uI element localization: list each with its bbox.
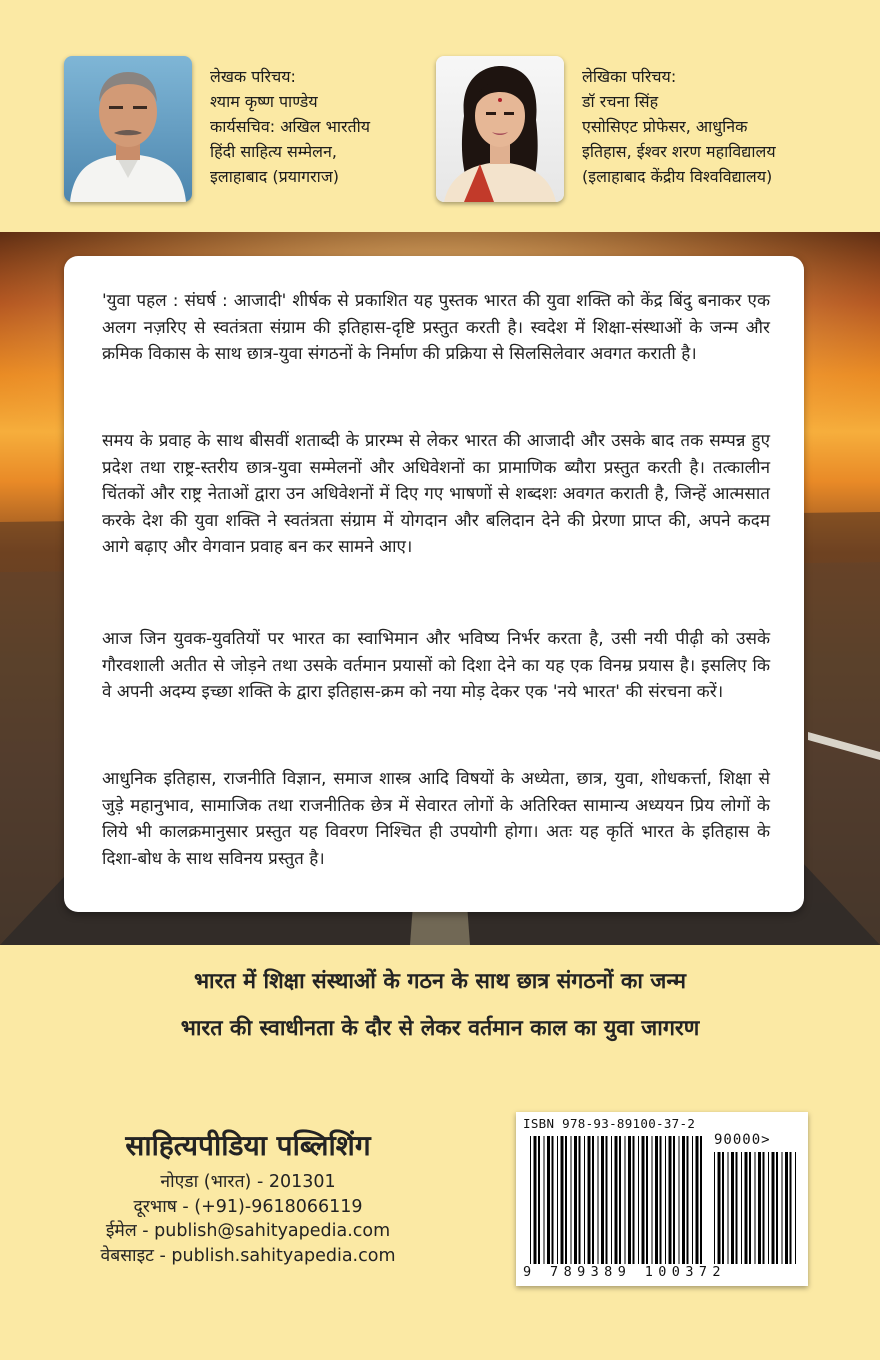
- barcode-bar: [638, 1136, 639, 1264]
- barcode-bars: [516, 1112, 808, 1286]
- barcode-bar: [606, 1136, 608, 1264]
- barcode-bar: [633, 1136, 635, 1264]
- barcode-bar: [741, 1152, 742, 1264]
- barcode-bar: [538, 1136, 540, 1264]
- author-heading: लेखक परिचय:: [210, 67, 296, 86]
- barcode-bar: [579, 1136, 581, 1264]
- barcode-bar: [665, 1136, 666, 1264]
- price-code: 90000>: [714, 1132, 771, 1148]
- barcode-bar: [790, 1152, 792, 1264]
- barcode-bar: [673, 1136, 675, 1264]
- publisher-address: नोएडा (भारत) - 201301: [160, 1172, 336, 1192]
- isbn-label: ISBN 978-93-89100-37-2: [523, 1116, 696, 1131]
- barcode-bar: [619, 1136, 621, 1264]
- barcode-bar: [584, 1136, 585, 1264]
- blurb-paragraph: आज जिन युवक-युवतियों पर भारत का स्वाभिमान और भविष्य निर्भर करता है, उसी नयी पीढ़ी को उसके गौरवशाली अतीत से जोड़ने तथा उसके वर्तमान प्रयासों को दिशा देने का यह एक विनम्र प्रयास है। इसलिए कि वे अपनी अदम्य इच्छा शक्ति के द्वारा इतिहास-क्रम को नया मोड़ देकर एक 'नये भारत' की संरचना करें।: [102, 629, 770, 703]
- author-role-line: हिंदी साहित्य सम्मेलन,: [210, 142, 337, 161]
- barcode-bar: [795, 1152, 796, 1264]
- coauthor-name: डॉ रचना सिंह: [582, 92, 659, 111]
- barcode-bar: [768, 1152, 769, 1264]
- barcode-bar: [588, 1136, 591, 1264]
- barcode-bar: [544, 1136, 545, 1264]
- publisher-name: साहित्यपीडिया पब्लिशिंग: [125, 1129, 371, 1162]
- barcode-bar: [772, 1152, 775, 1264]
- barcode-bar: [763, 1152, 765, 1264]
- barcode-bar: [776, 1152, 778, 1264]
- author-name: श्याम कृष्ण पाण्डेय: [210, 92, 318, 111]
- barcode-bar: [714, 1152, 715, 1264]
- barcode-bar: [652, 1136, 653, 1264]
- coauthor-heading: लेखिका परिचय:: [582, 67, 677, 86]
- barcode-bar: [530, 1136, 531, 1264]
- barcode-bar: [755, 1152, 756, 1264]
- barcode-bar: [687, 1136, 689, 1264]
- blurb-panel: [64, 256, 804, 912]
- barcode-bar: [745, 1152, 748, 1264]
- barcode-bar: [534, 1136, 537, 1264]
- coauthor-role-line: एसोसिएट प्रोफेसर, आधुनिक: [582, 117, 748, 136]
- barcode-bar: [646, 1136, 648, 1264]
- publisher-contact: [70, 1170, 426, 1268]
- barcode-bar: [682, 1136, 685, 1264]
- barcode-bar: [692, 1136, 693, 1264]
- barcode-bar: [571, 1136, 572, 1264]
- barcode-digits: 9 789389 100372: [523, 1264, 726, 1280]
- barcode-bar: [722, 1152, 724, 1264]
- isbn-barcode: [516, 1112, 808, 1286]
- barcode-bar: [598, 1136, 599, 1264]
- barcode-bar: [625, 1136, 626, 1264]
- barcode-bar: [557, 1136, 558, 1264]
- barcode-bar: [655, 1136, 658, 1264]
- barcode-bar: [565, 1136, 567, 1264]
- barcode-bar: [736, 1152, 738, 1264]
- blurb-paragraph: आधुनिक इतिहास, राजनीति विज्ञान, समाज शास्त्र आदि विषयों के अध्येता, छात्र, युवा, शोधकर्त्ता, शिक्षा से जुड़े महानुभाव, सामाजिक तथा राजनीतिक छेत्र में सेवारत लोगों के अतिरिक्त सामान्य अध्ययन प्रिय लोगों के लिये भी कालक्रमानुसार प्रस्तुत यह विवरण निश्चित ही उपयोगी होगा। अतः यह कृतिं भारत के इतिहास के दिशा-बोध के साथ सविनय प्रस्तुत है।: [102, 769, 770, 869]
- coauthor-portrait-image: [436, 56, 564, 202]
- barcode-bar: [615, 1136, 618, 1264]
- blurb-paragraph: 'युवा पहल : संघर्ष : आजादी' शीर्षक से प्रकाशित यह पुस्तक भारत की युवा शक्ति को केंद्र बिंदु बनाकर एक अलग नज़रिए से स्वतंत्रता संग्राम की इतिहास-दृष्टि प्रस्तुत करती है। स्वदेश में शिक्षा-संस्थाओं के जन्म और क्रमिक विकास के साथ छात्र-युवा संगठनों के निर्माण की प्रक्रिया से सिलसिलेवार अवगत कराती है।: [102, 291, 770, 365]
- coauthor-photo: [436, 56, 564, 202]
- barcode-bar: [660, 1136, 662, 1264]
- author-portrait-image: [64, 56, 192, 202]
- author-role-line: इलाहाबाद (प्रयागराज): [210, 167, 339, 186]
- author-profile: [64, 56, 424, 206]
- barcode-bar: [611, 1136, 612, 1264]
- barcode-bar: [718, 1152, 721, 1264]
- coauthor-role-line: (इलाहाबाद केंद्रीय विश्वविद्यालय): [582, 167, 773, 186]
- barcode-bar: [728, 1152, 729, 1264]
- barcode-bar: [628, 1136, 631, 1264]
- barcode-bar: [642, 1136, 645, 1264]
- coauthor-role-line: इतिहास, ईश्वर शरण महाविद्यालय: [582, 142, 776, 161]
- barcode-bar: [696, 1136, 699, 1264]
- tagline: भारत की स्वाधीनता के दौर से लेकर वर्तमान काल का युवा जागरण: [180, 1016, 700, 1041]
- author-photo: [64, 56, 192, 202]
- barcode-bar: [669, 1136, 672, 1264]
- barcode-bar: [700, 1136, 702, 1264]
- blurb-paragraph: समय के प्रवाह के साथ बीसवीं शताब्दी के प्रारम्भ से लेकर भारत की आजादी और उसके बाद तक सम्पन्न हुए प्रदेश तथा राष्ट्र-स्तरीय छात्र-युवा सम्मेलनों और अधिवेशनों का प्रामाणिक ब्यौरा प्रस्तुत करती है। तत्कालीन चिंतकों और राष्ट्र नेताओं द्वारा उन अधिवेशनों में दिए गए भाषणों से शब्दशः अवगत कराती है, जिन्हें आत्मसात करके देश की युवा शक्ति ने स्वतंत्रता संग्राम में योगदान और बलिदान देने की प्रेरणा प्राप्त की, अपने कदम आगे बढ़ाए और वेगवान प्रवाह बन कर सामने आए।: [102, 431, 770, 558]
- barcode-bar: [561, 1136, 564, 1264]
- barcode-bar: [592, 1136, 594, 1264]
- barcode-bar: [601, 1136, 604, 1264]
- barcode-bar: [731, 1152, 734, 1264]
- publisher-phone: दूरभाष - (+91)-9618066119: [133, 1196, 363, 1217]
- barcode-bar: [782, 1152, 783, 1264]
- tagline: भारत में शिक्षा संस्थाओं के गठन के साथ छात्र संगठनों का जन्म: [193, 969, 687, 994]
- author-role-line: कार्यसचिव: अखिल भारतीय: [210, 117, 371, 136]
- barcode-bar: [547, 1136, 550, 1264]
- barcode-bar: [749, 1152, 751, 1264]
- publisher-email: ईमेल - publish@sahityapedia.com: [105, 1221, 391, 1241]
- coauthor-profile: [436, 56, 876, 206]
- barcode-bar: [574, 1136, 577, 1264]
- barcode-bar: [679, 1136, 680, 1264]
- barcode-bar: [758, 1152, 761, 1264]
- publisher-website: वेबसाइट - publish.sahityapedia.com: [100, 1245, 396, 1266]
- barcode-bar: [552, 1136, 554, 1264]
- barcode-bar: [785, 1152, 788, 1264]
